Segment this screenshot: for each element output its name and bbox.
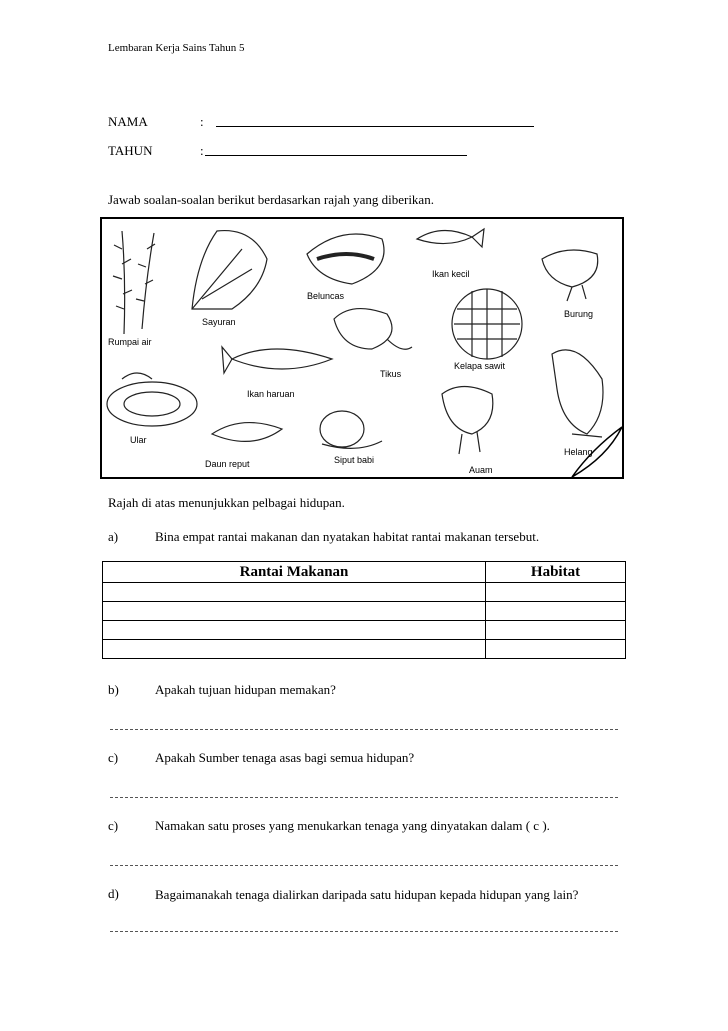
name-colon: : (200, 114, 204, 129)
name-field[interactable] (216, 126, 534, 127)
label-auam: Auam (469, 465, 493, 475)
answer-line-c2[interactable] (110, 865, 618, 866)
label-ikan-kecil: Ikan kecil (432, 269, 470, 279)
question-c-text: Apakah Sumber tenaga asas bagi semua hidupan? (155, 750, 415, 765)
chicken-icon (442, 387, 493, 455)
snail-icon (320, 411, 382, 448)
label-siput-babi: Siput babi (334, 455, 375, 465)
question-c2-text: Namakan satu proses yang menukarkan tenaga yang dinyatakan dalam ( c ). (155, 818, 550, 833)
rotting-leaf-icon (212, 423, 282, 442)
table-header-habitat: Habitat (486, 562, 626, 583)
table-header-food-chain: Rantai Makanan (103, 562, 486, 583)
year-label: TAHUN (108, 143, 153, 158)
habitat-cell[interactable] (486, 602, 626, 621)
table-row (103, 602, 626, 621)
caterpillar-icon (307, 234, 384, 284)
snakehead-fish-icon (222, 347, 332, 373)
year-colon: : (200, 143, 204, 158)
question-c2-number: c) (108, 818, 119, 833)
habitat-cell[interactable] (486, 640, 626, 659)
habitat-cell[interactable] (486, 621, 626, 640)
food-chain-cell[interactable] (103, 583, 486, 602)
label-helang: Helang (564, 447, 593, 457)
label-kelapa-sawit: Kelapa sawit (454, 361, 506, 371)
label-beluncas: Beluncas (307, 291, 345, 301)
bird-icon (542, 250, 598, 301)
question-d-number: d) (108, 886, 119, 901)
question-b-number: b) (108, 682, 119, 697)
food-chain-cell[interactable] (103, 640, 486, 659)
question-c-number: c) (108, 750, 119, 765)
question-a-number: a) (108, 529, 119, 544)
food-chain-cell[interactable] (103, 602, 486, 621)
small-fish-icon (417, 229, 484, 247)
organisms-figure (100, 217, 624, 479)
answer-line-d[interactable] (110, 931, 618, 932)
label-ikan-haruan: Ikan haruan (247, 389, 295, 399)
label-rumpai-air: Rumpai air (108, 337, 152, 347)
figure-caption: Rajah di atas menunjukkan pelbagai hidupan. (108, 495, 345, 510)
habitat-cell[interactable] (486, 583, 626, 602)
label-burung: Burung (564, 309, 594, 319)
name-label: NAMA (108, 114, 148, 129)
year-field[interactable] (205, 155, 467, 156)
question-b-text: Apakah tujuan hidupan memakan? (155, 682, 336, 697)
food-chain-table (102, 561, 626, 659)
answer-line-c[interactable] (110, 797, 618, 798)
table-row (103, 640, 626, 659)
organisms-drawing (102, 219, 622, 477)
label-daun-reput: Daun reput (205, 459, 250, 469)
question-a-text: Bina empat rantai makanan dan nyatakan habitat rantai makanan tersebut. (155, 529, 540, 544)
vegetable-icon (192, 231, 267, 309)
question-d-text: Bagaimanakah tenaga dialirkan daripada satu hidupan kepada hidupan yang lain? (155, 887, 579, 902)
instruction-text: Jawab soalan-soalan berikut berdasarkan rajah yang diberikan. (108, 192, 434, 207)
answer-line-b[interactable] (110, 729, 618, 730)
oil-palm-fruit-icon (452, 289, 522, 359)
label-sayuran: Sayuran (202, 317, 236, 327)
pondweed-icon (113, 231, 155, 334)
eagle-icon (552, 350, 603, 437)
snake-icon (107, 373, 197, 426)
label-ular: Ular (130, 435, 147, 445)
food-chain-cell[interactable] (103, 621, 486, 640)
label-tikus: Tikus (380, 369, 402, 379)
worksheet-header: Lembaran Kerja Sains Tahun 5 (108, 42, 245, 54)
rat-icon (334, 309, 412, 350)
table-row (103, 621, 626, 640)
table-row (103, 583, 626, 602)
